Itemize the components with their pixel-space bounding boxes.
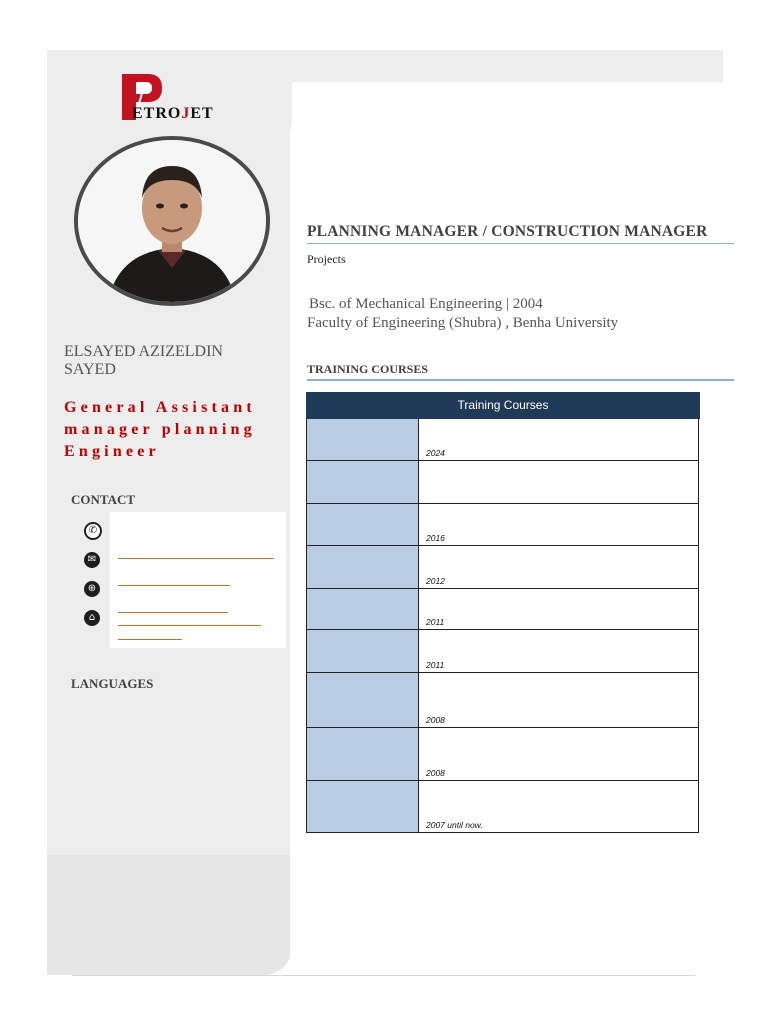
table-row [306, 589, 699, 630]
course-year: 2008 [426, 768, 445, 778]
contact-heading: CONTACT [71, 492, 136, 507]
table-cell-course [307, 630, 419, 672]
table-cell-course [307, 504, 419, 545]
company-wordmark: ETROJET [132, 105, 214, 122]
table-cell-date [419, 630, 698, 672]
table-row [306, 504, 699, 546]
table-cell-date [419, 589, 698, 629]
home-icon: ⌂ [84, 610, 100, 626]
table-cell-date [419, 728, 698, 780]
course-year: 2011 [426, 617, 445, 627]
course-year: 2024 [426, 448, 445, 458]
table-cell-date [419, 673, 698, 727]
header-band [290, 50, 723, 82]
address-link-line3[interactable] [118, 639, 182, 640]
training-table-header: Training Courses [306, 392, 700, 419]
email-link[interactable] [118, 558, 274, 559]
job-subtitle: Projects [307, 252, 346, 266]
table-cell-date [419, 419, 698, 460]
address-link-line2[interactable] [118, 625, 261, 626]
course-year: 2016 [426, 533, 445, 543]
table-cell-course [307, 781, 419, 832]
table-cell-course [307, 589, 419, 629]
contact-box [110, 512, 286, 648]
course-year: 2007 until now. [426, 820, 483, 830]
table-row [306, 419, 699, 461]
table-cell-date [419, 504, 698, 545]
globe-icon: ⊕ [84, 581, 100, 597]
education-institution: Faculty of Engineering (Shubra) , Benha University [307, 315, 619, 331]
person-name: ELSAYED AZIZELDIN SAYED [64, 343, 223, 378]
table-cell-course [307, 728, 419, 780]
table-cell-date [419, 781, 698, 832]
education-degree: Bsc. of Mechanical Engineering | 2004 [309, 296, 543, 312]
footer-divider [72, 975, 695, 976]
course-year: 2008 [426, 715, 445, 725]
course-year: 2012 [426, 576, 445, 586]
address-link-line1[interactable] [118, 612, 228, 613]
divider [307, 243, 734, 244]
table-row [306, 461, 699, 504]
table-row [306, 728, 699, 781]
table-cell-date [419, 546, 698, 588]
profile-photo [74, 136, 270, 306]
job-title: PLANNING MANAGER / CONSTRUCTION MANAGER [307, 223, 708, 240]
website-link[interactable] [118, 585, 230, 586]
table-cell-course [307, 461, 419, 503]
languages-heading: LANGUAGES [71, 676, 154, 691]
table-cell-course [307, 546, 419, 588]
table-row [306, 673, 699, 728]
training-heading: TRAINING COURSES [307, 362, 429, 376]
person-title: General Assistant manager planning Engineer [64, 399, 256, 460]
course-year: 2011 [426, 660, 445, 670]
table-cell-date [419, 461, 698, 503]
person-portrait [78, 140, 266, 302]
table-row [306, 546, 699, 589]
table-cell-course [307, 419, 419, 460]
table-cell-course [307, 673, 419, 727]
sidebar-footer-block [47, 855, 292, 975]
training-table [306, 392, 700, 833]
phone-icon: ✆ [84, 522, 102, 540]
table-row [306, 781, 699, 833]
mail-icon: ✉ [84, 552, 100, 568]
table-row [306, 630, 699, 673]
divider [307, 379, 734, 381]
